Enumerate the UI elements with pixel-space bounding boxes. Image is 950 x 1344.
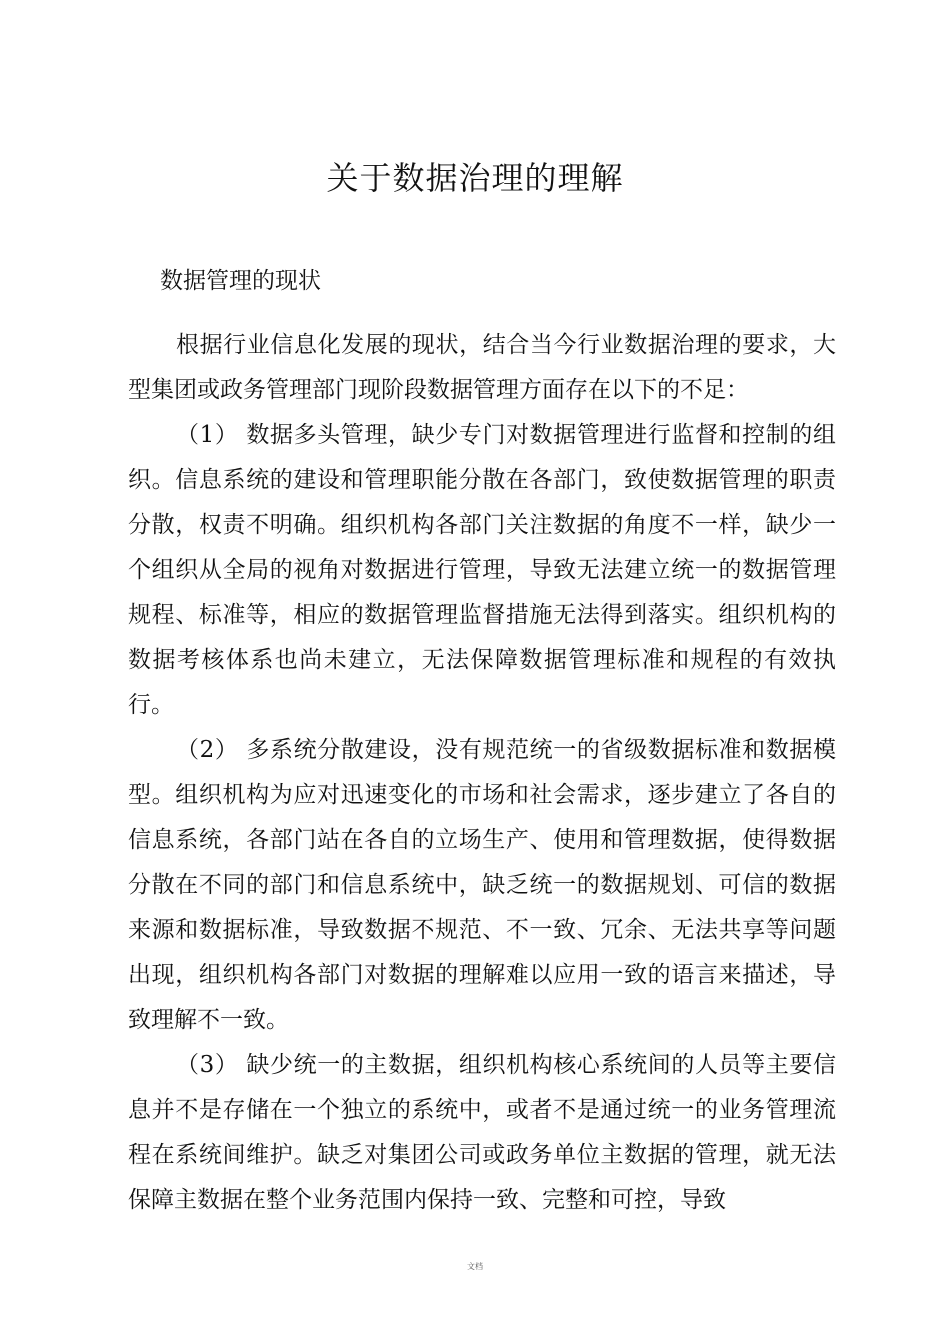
paragraph-item-3: （3） 缺少统一的主数据，组织机构核心系统间的人员等主要信息并不是存储在一个独立的系统中，或者不是通过统一的业务管理流程在系统间维护。缺乏对集团公司或政务单位主数据的管理，就无法保障主数据在整个业务范围内保持一致、完整和可控，导致 [128,1052,836,1213]
paragraph-intro: 根据行业信息化发展的现状，结合当今行业数据治理的要求，大型集团或政务管理部门现阶段数据管理方面存在以下的不足： [128,332,836,403]
paragraph-item-1: （1） 数据多头管理，缺少专门对数据管理进行监督和控制的组织。信息系统的建设和管理职能分散在各部门，致使数据管理的职责分散，权责不明确。组织机构各部门关注数据的角度不一样，缺少一个组织从全局的视角对数据进行管理，导致无法建立统一的数据管理规程、标准等，相应的数据管理监督措施无法得到落实。组织机构的数据考核体系也尚未建立，无法保障数据管理标准和规程的有效执行。 [128,422,836,718]
document-body [128,323,836,1223]
document-title: 关于数据治理的理解 [326,159,624,197]
paragraph-item-2: （2） 多系统分散建设，没有规范统一的省级数据标准和数据模型。组织机构为应对迅速变化的市场和社会需求，逐步建立了各自的信息系统，各部门站在各自的立场生产、使用和管理数据，使得数据分散在不同的部门和信息系统中，缺乏统一的数据规划、可信的数据来源和数据标准，导致数据不规范、不一致、冗余、无法共享等问题出现，组织机构各部门对数据的理解难以应用一致的语言来描述，导致理解不一致。 [128,737,836,1033]
page-footer: 文档 [467,1262,483,1271]
section-heading: 数据管理的现状 [160,268,321,294]
